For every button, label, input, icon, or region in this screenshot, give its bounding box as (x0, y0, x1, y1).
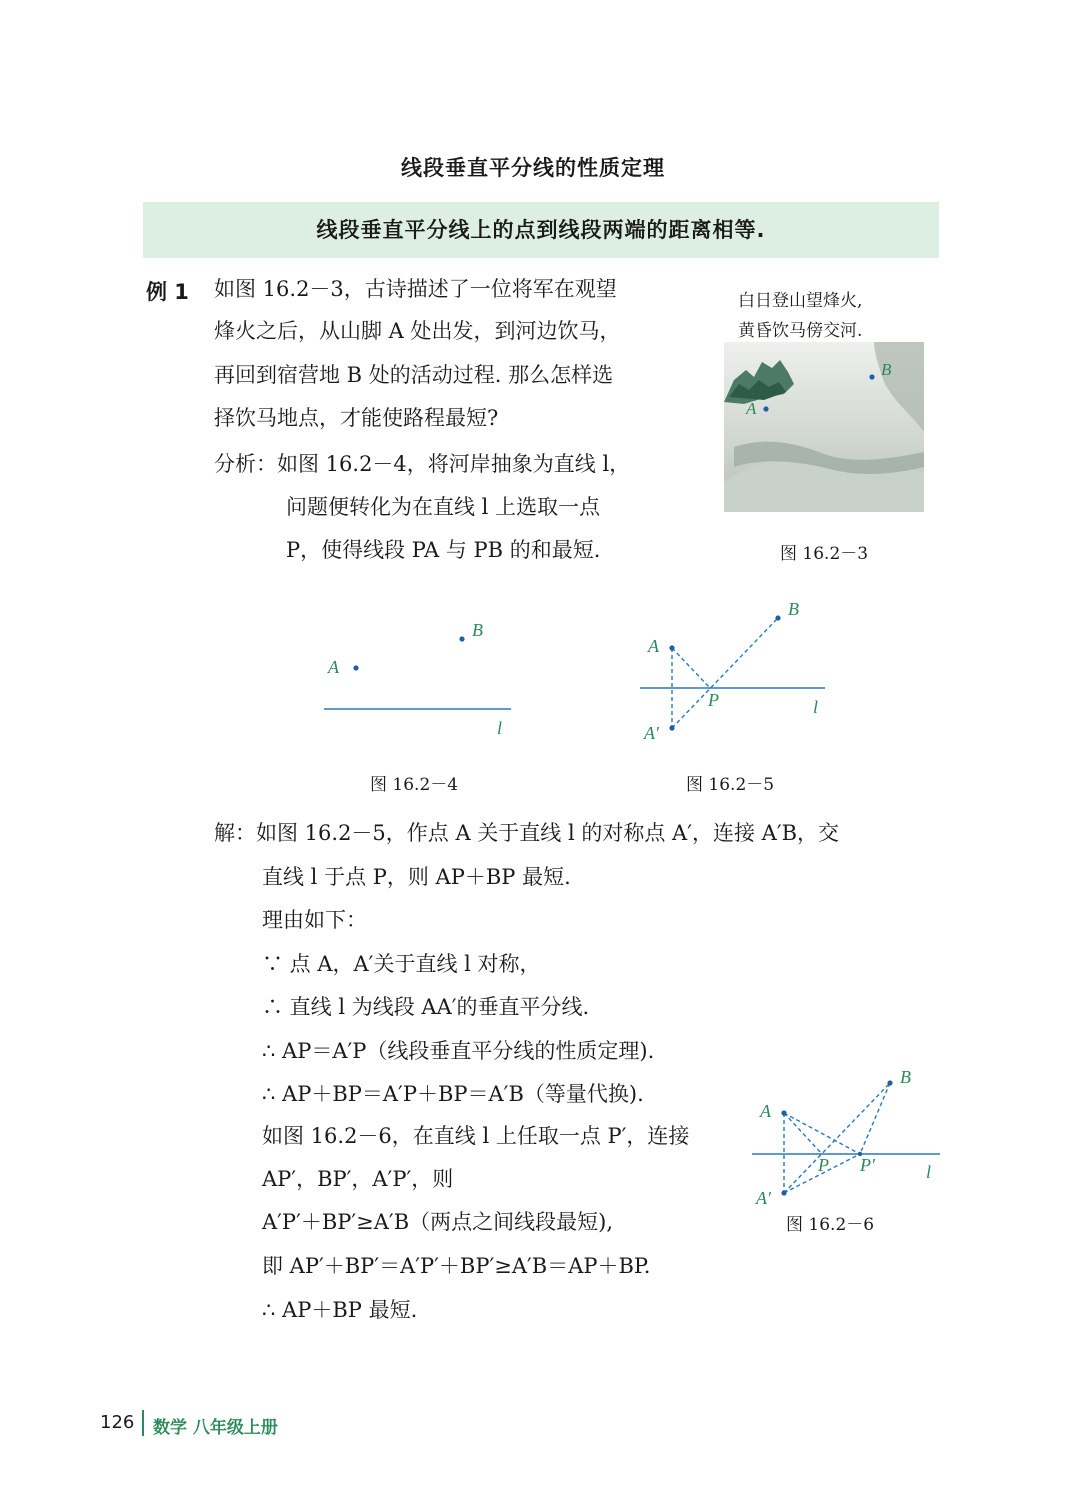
label-B: B (472, 620, 483, 640)
solution-line: 直线 l 于点 P，则 AP＋BP 最短. (262, 865, 571, 889)
figure-caption: 图 16.2－3 (780, 544, 869, 564)
point-A-prime (669, 725, 674, 730)
page-number: 126 (100, 1412, 135, 1433)
point-A (763, 406, 768, 411)
landscape-painting (724, 342, 924, 512)
theorem-box (143, 202, 939, 258)
label-P-prime: P′ (860, 1155, 875, 1175)
figure-caption: 图 16.2－6 (786, 1215, 875, 1235)
label-A-prime: A′ (644, 723, 659, 743)
label-B: B (788, 599, 799, 619)
point-B (887, 1080, 892, 1085)
label-l: l (926, 1162, 932, 1182)
label-l: l (813, 697, 819, 717)
solution-line: 即 AP′＋BP′＝A′P′＋BP′≥A′B＝AP＋BP. (262, 1254, 651, 1278)
point-B (459, 636, 464, 641)
example-line: 再回到宿营地 B 处的活动过程. 那么怎样选 (214, 363, 614, 387)
label-B: B (900, 1067, 911, 1087)
label-A: A (328, 657, 339, 677)
solution-line: ∵ 点 A，A′关于直线 l 对称， (262, 952, 541, 976)
segment-BP-prime (860, 1083, 890, 1154)
segment-AP (672, 648, 710, 688)
figure-16-2-5 (630, 596, 840, 746)
section-heading: 线段垂直平分线的性质定理 (401, 156, 665, 180)
solution-line: 解：如图 16.2－5，作点 A 关于直线 l 的对称点 A′，连接 A′B，交 (214, 821, 840, 845)
figure-caption: 图 16.2－4 (370, 775, 459, 795)
label-A: A (648, 636, 659, 656)
label-l: l (497, 718, 503, 738)
figure-16-2-4 (316, 612, 526, 742)
footer-divider (142, 1410, 144, 1436)
label-B: B (881, 360, 892, 379)
analysis-line: 问题便转化为在直线 l 上选取一点 (286, 495, 601, 519)
point-A (353, 665, 358, 670)
label-P: P (708, 690, 719, 710)
solution-line: 如图 16.2－6，在直线 l 上任取一点 P′，连接 (262, 1124, 690, 1148)
point-B (775, 615, 780, 620)
label-P: P (818, 1155, 829, 1175)
point-A-prime (781, 1190, 786, 1195)
label-A-prime: A′ (756, 1188, 771, 1208)
segment-AP (784, 1113, 822, 1154)
point-A (669, 645, 674, 650)
book-title: 数学 八年级上册 (153, 1418, 278, 1438)
solution-line: A′P′＋BP′≥A′B（两点之间线段最短), (262, 1210, 613, 1234)
figure-16-2-6 (748, 1062, 944, 1212)
example-line: 烽火之后，从山脚 A 处出发，到河边饮马， (214, 319, 621, 343)
poem-line: 白日登山望烽火, (738, 291, 863, 311)
solution-line: ∴ AP＋BP 最短. (262, 1298, 418, 1322)
analysis-line: P，使得线段 PA 与 PB 的和最短. (286, 538, 601, 562)
label-A: A (746, 399, 757, 418)
solution-line: ∴ AP＋BP＝A′P＋BP＝A′B（等量代换). (262, 1082, 644, 1106)
theorem-text: 线段垂直平分线上的点到线段两端的距离相等. (316, 218, 766, 242)
segment-AP-prime (784, 1113, 860, 1154)
poem-line: 黄昏饮马傍交河. (738, 321, 863, 341)
figure-caption: 图 16.2－5 (686, 775, 775, 795)
point-B (869, 374, 874, 379)
solution-line: 理由如下： (262, 908, 367, 932)
label-A: A (760, 1101, 771, 1121)
example-line: 如图 16.2－3，古诗描述了一位将军在观望 (214, 277, 617, 301)
example-label: 例 1 (146, 280, 189, 304)
solution-line: ∴ 直线 l 为线段 AA′的垂直平分线. (262, 995, 590, 1019)
point-A (781, 1110, 786, 1115)
solution-line: AP′，BP′，A′P′，则 (262, 1167, 454, 1191)
analysis-line: 分析：如图 16.2－4，将河岸抽象为直线 l， (214, 452, 631, 476)
example-line: 择饮马地点，才能使路程最短? (214, 406, 499, 430)
poem (738, 286, 862, 346)
segment-A-prime-B (672, 618, 778, 728)
solution-line: ∴ AP＝A′P（线段垂直平分线的性质定理). (262, 1039, 655, 1063)
segment-A-prime-B (784, 1083, 890, 1193)
